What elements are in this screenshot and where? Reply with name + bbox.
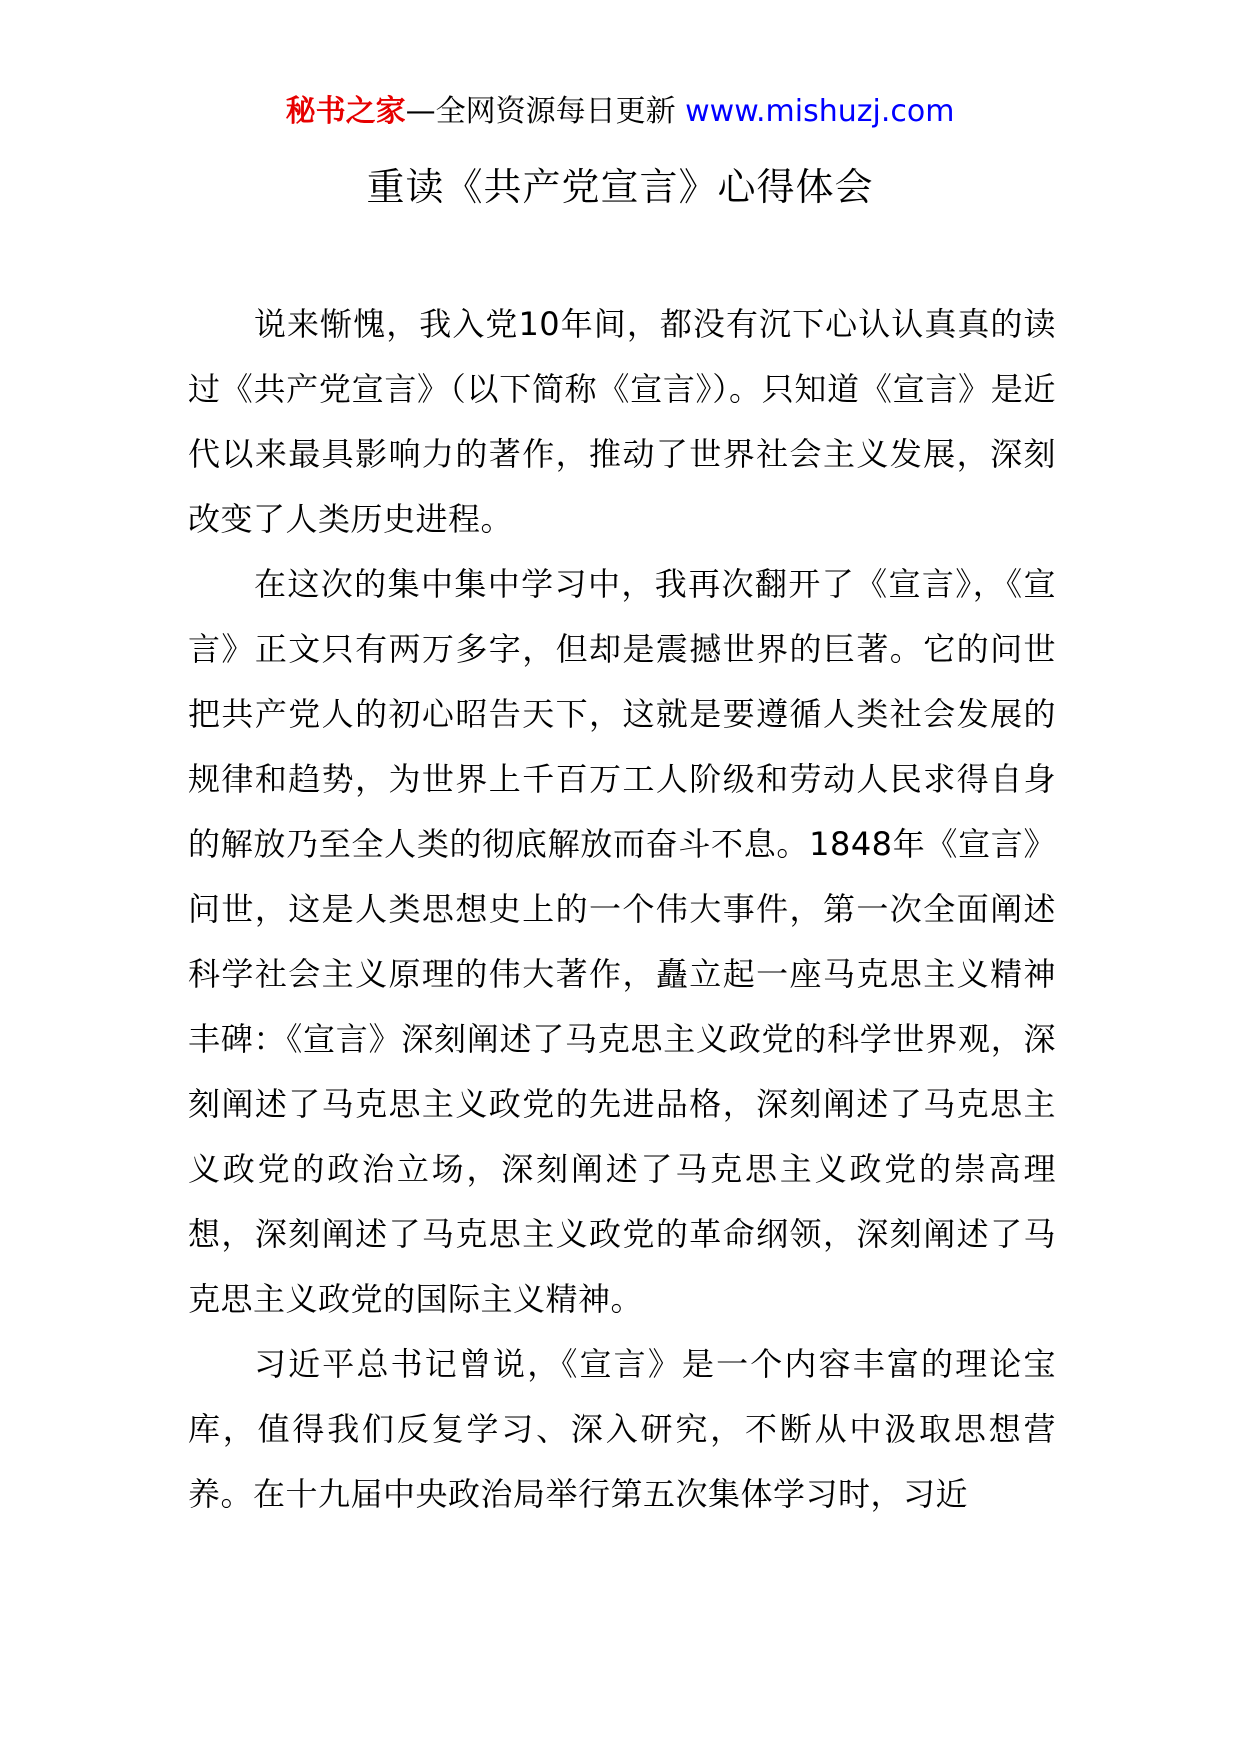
site-url-link[interactable]: www.mishuzj.com (685, 94, 955, 129)
site-tagline: —全网资源每日更新 (405, 94, 686, 129)
site-header (0, 92, 1240, 132)
document-body (188, 292, 1056, 1527)
paragraph-1: 说来惭愧，我入党10年间，都没有沉下心认认真真的读过《共产党宣言》（以下简称《宣言》）。只知道《宣言》是近代以来最具影响力的著作，推动了世界社会主义发展，深刻改变了人类历史进程。 (188, 305, 1056, 538)
document-title: 重读《共产党宣言》心得体会 (366, 165, 874, 209)
paragraph-3: 习近平总书记曾说，《宣言》是一个内容丰富的理论宝库，值得我们反复学习、深入研究，不断从中汲取思想营养。在十九届中央政治局举行第五次集体学习时，习近 (188, 1345, 1056, 1513)
site-brand: 秘书之家 (285, 94, 406, 129)
paragraph-2: 在这次的集中集中学习中，我再次翻开了《宣言》，《宣言》正文只有两万多字，但却是震撼世界的巨著。它的问世把共产党人的初心昭告天下，这就是要遵循人类社会发展的规律和趋势，为世界上千百万工人阶级和劳动人民求得自身的解放乃至全人类的彻底解放而奋斗不息。1848年《宣言》问世，这是人类思想史上的一个伟大事件，第一次全面阐述科学社会主义原理的伟大著作，矗立起一座马克思主义精神丰碑：《宣言》深刻阐述了马克思主义政党的科学世界观，深刻阐述了马克思主义政党的先进品格，深刻阐述了马克思主义政党的政治立场，深刻阐述了马克思主义政党的崇高理想，深刻阐述了马克思主义政党的革命纲领，深刻阐述了马克思主义政党的国际主义精神。 (188, 565, 1056, 1318)
